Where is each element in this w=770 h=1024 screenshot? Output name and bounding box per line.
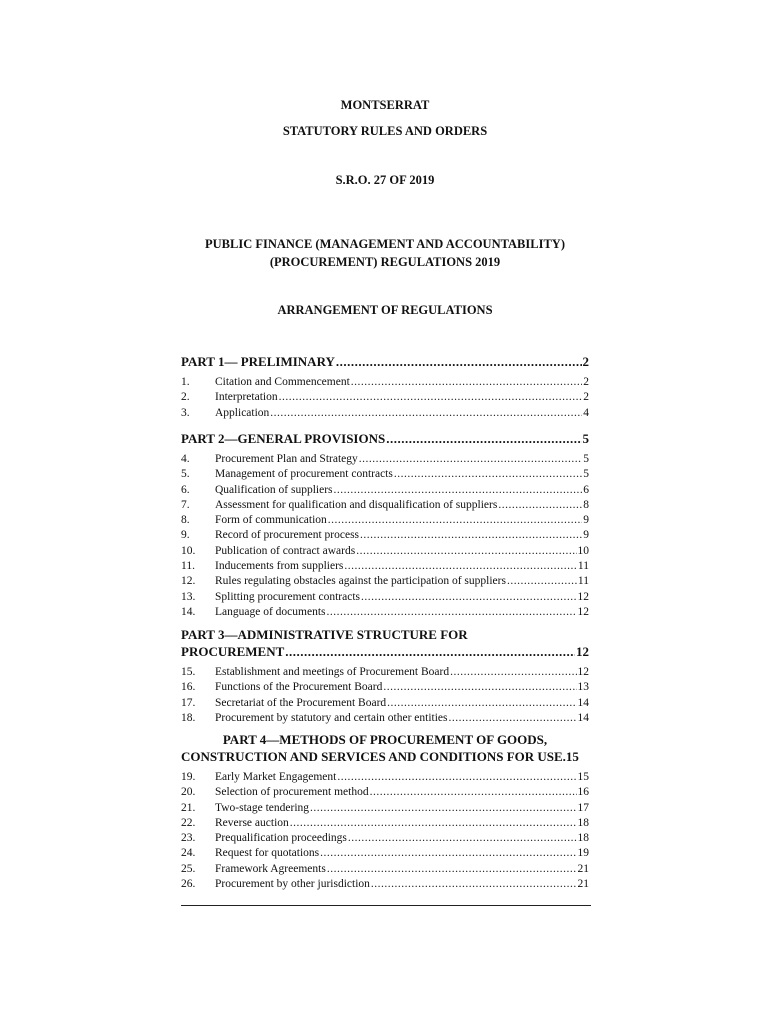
entry-title: Request for quotations (215, 847, 320, 860)
toc-entry[interactable] (181, 862, 589, 877)
leader-dots (328, 513, 582, 528)
leader-dots (320, 846, 576, 861)
entry-number: 6. (181, 483, 190, 496)
entry-page: 11 (577, 575, 589, 588)
toc-entry[interactable] (181, 375, 589, 390)
toc-entry[interactable] (181, 406, 589, 421)
entry-title: Record of procurement process (215, 529, 360, 542)
entry-number: 10. (181, 544, 196, 557)
entry-page: 2 (583, 376, 589, 388)
leader-dots (360, 528, 582, 543)
entry-page: 9 (583, 514, 589, 527)
toc-entry[interactable] (181, 831, 589, 846)
part-title-line2: PROCUREMENT (181, 644, 285, 659)
toc-entry[interactable] (181, 785, 589, 800)
entry-number: 14. (181, 605, 196, 618)
toc-entry[interactable] (181, 390, 589, 405)
entry-number: 2. (181, 391, 190, 404)
entry-number: 24. (181, 847, 196, 860)
leader-dots (359, 452, 582, 467)
entry-page: 8 (583, 498, 589, 511)
toc-entry[interactable] (181, 574, 589, 589)
entry-page: 13 (577, 681, 589, 694)
entry-number: 12. (181, 575, 196, 588)
leader-dots (334, 483, 583, 498)
part-heading[interactable]: PART 4—METHODS OF PROCUREMENT OF GOODS, CONSTRUCTION AND SERVICES AND CONDITIONS FOR USE.15 (181, 731, 589, 765)
leader-dots (507, 574, 577, 589)
toc-entry[interactable] (181, 816, 589, 831)
toc-entry[interactable] (181, 846, 589, 861)
toc-entry[interactable] (181, 590, 589, 605)
entry-title: Management of procurement contracts (215, 468, 393, 481)
part-page: 15 (565, 749, 579, 764)
entry-page: 10 (577, 544, 589, 557)
entry-title: Procurement by statutory and certain other entities (215, 711, 448, 724)
leader-dots (371, 877, 577, 892)
entry-number: 20. (181, 786, 196, 799)
leader-dots (327, 605, 577, 620)
leader-dots (351, 375, 582, 390)
entry-title: Reverse auction (215, 816, 289, 829)
entry-number: 22. (181, 816, 196, 829)
entry-number: 26. (181, 878, 196, 891)
leader-dots (336, 353, 582, 370)
entry-title: Two-stage tendering (215, 801, 310, 814)
toc-entry[interactable] (181, 452, 589, 467)
leader-dots (279, 390, 583, 405)
entry-page: 18 (577, 832, 589, 845)
leader-dots (356, 544, 576, 559)
leader-dots (370, 785, 577, 800)
entry-page: 18 (577, 816, 589, 829)
entry-page: 4 (583, 406, 589, 419)
toc-entry[interactable] (181, 605, 589, 620)
toc-entry[interactable] (181, 544, 589, 559)
entry-title: Functions of the Procurement Board (215, 681, 383, 694)
toc-part-2 (181, 430, 589, 620)
entry-title: Assessment for qualification and disqualification of suppliers (215, 498, 498, 511)
toc-entry[interactable] (181, 528, 589, 543)
toc-entry[interactable] (181, 483, 589, 498)
entry-title: Citation and Commencement (215, 376, 350, 388)
footer-rule (181, 905, 591, 906)
entry-number: 5. (181, 468, 190, 481)
toc-entry[interactable] (181, 801, 589, 816)
leader-dots (387, 696, 576, 711)
entry-number: 9. (181, 529, 190, 542)
leader-dots (310, 801, 576, 816)
entry-page: 15 (577, 771, 589, 783)
entry-page: 9 (583, 529, 589, 542)
entry-title: Splitting procurement contracts (215, 590, 360, 603)
toc-entry[interactable] (181, 770, 589, 785)
entry-number: 13. (181, 590, 196, 603)
leader-dots (290, 816, 577, 831)
part-heading[interactable] (181, 353, 589, 370)
leader-dots (270, 406, 582, 421)
part-title-line2: CONSTRUCTION AND SERVICES AND CONDITIONS FOR USE (181, 749, 563, 764)
entry-title: Inducements from suppliers (215, 560, 344, 573)
part-title: PART 2—GENERAL PROVISIONS (181, 431, 386, 446)
part-heading[interactable] (181, 626, 589, 660)
entry-page: 12 (577, 666, 589, 678)
toc-entry[interactable] (181, 680, 589, 695)
entry-number: 7. (181, 498, 190, 511)
leader-dots (450, 665, 576, 680)
leader-dots (383, 680, 576, 695)
part-title-line1: PART 3—ADMINISTRATIVE STRUCTURE FOR (181, 627, 468, 642)
toc-entry[interactable] (181, 877, 589, 892)
entry-title: Language of documents (215, 605, 326, 618)
leader-dots (386, 430, 581, 447)
entry-number: 8. (181, 514, 190, 527)
entry-page: 6 (583, 483, 589, 496)
part-page: 5 (582, 431, 589, 446)
leader-dots (344, 559, 577, 574)
entry-title: Qualification of suppliers (215, 483, 333, 496)
part-heading[interactable] (181, 430, 589, 447)
regulations-title-line1: PUBLIC FINANCE (MANAGEMENT AND ACCOUNTABILITY) (205, 237, 565, 251)
entry-title: Procurement Plan and Strategy (215, 453, 358, 465)
leader-dots (348, 831, 577, 846)
entry-title: Rules regulating obstacles against the participation of suppliers (215, 575, 506, 588)
entry-page: 11 (577, 560, 589, 573)
entry-title: Early Market Engagement (215, 771, 337, 783)
entry-number: 3. (181, 406, 190, 419)
entry-title: Publication of contract awards (215, 544, 356, 557)
entry-page: 16 (577, 786, 589, 799)
entry-title: Framework Agreements (215, 862, 326, 875)
part-page: 2 (582, 354, 589, 369)
toc-part-4 (181, 731, 589, 892)
regulations-title-line2: (PROCUREMENT) REGULATIONS 2019 (269, 255, 501, 269)
entry-page: 19 (577, 847, 589, 860)
entry-number: 15. (181, 666, 196, 678)
entry-number: 18. (181, 711, 196, 724)
leader-dots (361, 590, 577, 605)
part-title: PART 1— PRELIMINARY (181, 354, 335, 369)
leader-dots (498, 498, 582, 513)
entry-title: Form of communication (215, 514, 327, 527)
entry-title: Establishment and meetings of Procurement Board (215, 666, 450, 678)
entry-title: Application (215, 406, 270, 419)
part-title-line1: PART 4—METHODS OF PROCUREMENT OF GOODS, (222, 732, 548, 747)
leader-dots (327, 862, 577, 877)
part-page: 12 (576, 644, 589, 659)
arrangement-heading: ARRANGEMENT OF REGULATIONS (277, 303, 493, 317)
leader-dots (285, 643, 575, 660)
entry-number: 11. (181, 560, 195, 573)
entry-page: 21 (577, 878, 589, 891)
entry-number: 23. (181, 832, 196, 845)
entry-title: Secretariat of the Procurement Board (215, 696, 387, 709)
entry-page: 14 (577, 711, 589, 724)
sro-number: S.R.O. 27 OF 2019 (335, 173, 435, 187)
toc-entry[interactable] (181, 696, 589, 711)
toc-entry[interactable] (181, 498, 589, 513)
toc-part-3 (181, 626, 589, 726)
entry-number: 21. (181, 801, 196, 814)
toc-entry[interactable] (181, 513, 589, 528)
entry-number: 4. (181, 453, 190, 465)
entry-page: 12 (577, 605, 589, 618)
series-heading: STATUTORY RULES AND ORDERS (282, 124, 488, 138)
entry-title: Interpretation (215, 391, 278, 404)
entry-number: 17. (181, 696, 196, 709)
entry-page: 14 (577, 696, 589, 709)
entry-page: 2 (583, 391, 589, 404)
leader-dots (337, 770, 576, 785)
toc-entry[interactable] (181, 559, 589, 574)
entry-number: 1. (181, 376, 190, 388)
entry-page: 5 (583, 453, 589, 465)
entry-page: 12 (577, 590, 589, 603)
entry-number: 19. (181, 771, 196, 783)
toc-entry[interactable] (181, 711, 589, 726)
entry-page: 21 (577, 862, 589, 875)
entry-title: Procurement by other jurisdiction (215, 878, 370, 891)
entry-page: 17 (577, 801, 589, 814)
leader-dots (394, 467, 582, 482)
toc-part-1 (181, 353, 589, 421)
entry-number: 25. (181, 862, 196, 875)
entry-number: 16. (181, 681, 196, 694)
entry-title: Selection of procurement method (215, 786, 369, 799)
toc-entry[interactable] (181, 665, 589, 680)
entry-title: Prequalification proceedings (215, 832, 347, 845)
leader-dots (448, 711, 576, 726)
country-heading: MONTSERRAT (340, 98, 430, 112)
entry-page: 5 (583, 468, 589, 481)
toc-entry[interactable] (181, 467, 589, 482)
